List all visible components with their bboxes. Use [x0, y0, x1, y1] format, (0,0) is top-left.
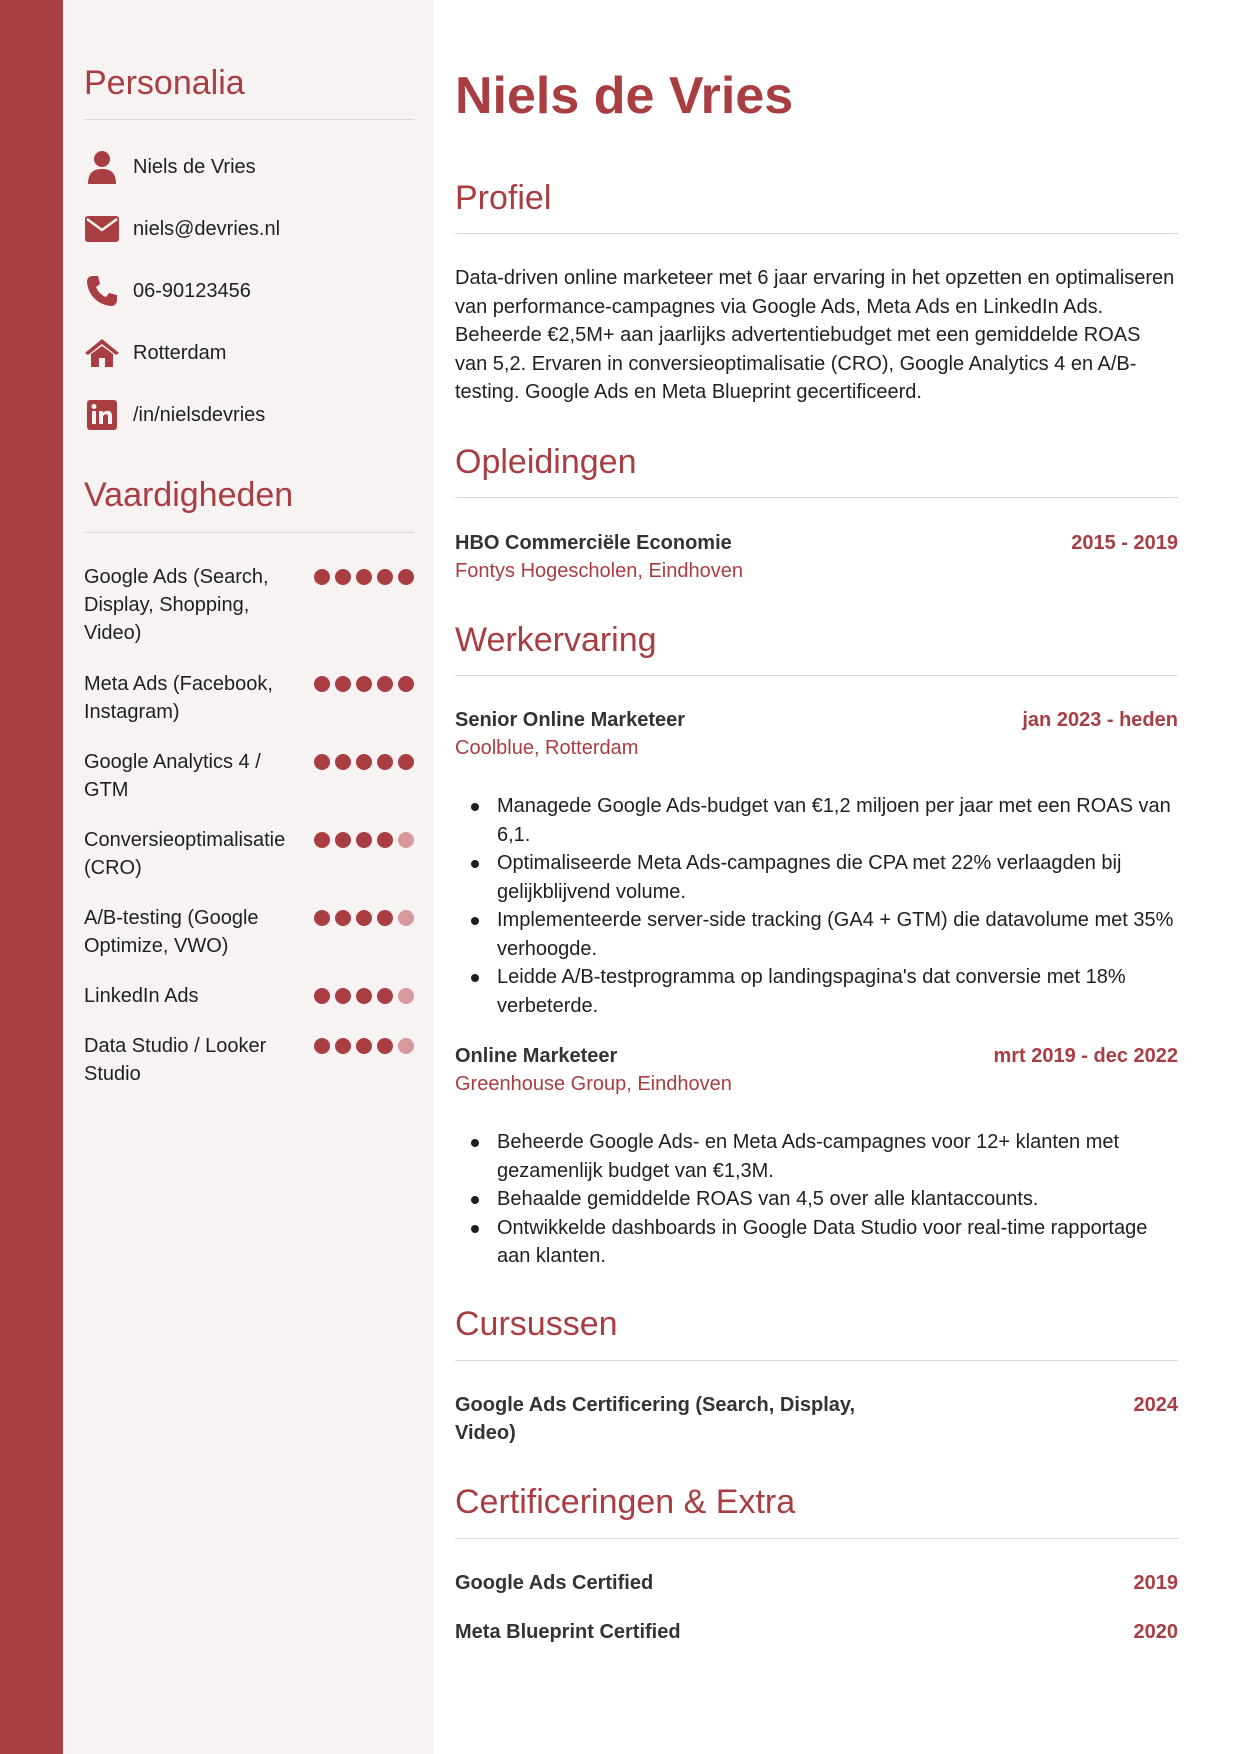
skill-rating: [314, 910, 414, 926]
profile-text: Data-driven online marketeer met 6 jaar ervaring in het opzetten en optimaliseren van performance-campagnes via Google Ads, Meta Ads en LinkedIn Ads. Beheerde €2,5M+ aan jaarlijks advertentiebudget met een gemiddelde ROAS van 5,2. Ervaren in conversieoptimalisatie (CRO), Google Analytics 4 en A/B-testing. Google Ads en Meta Blueprint gecertificeerd.: [455, 267, 1175, 403]
rating-dot-empty: [398, 832, 414, 848]
job-title: Online Marketeer: [455, 1045, 618, 1067]
rating-dot-filled: [335, 676, 351, 692]
rating-dot-filled: [356, 676, 372, 692]
list-item: Implementeerde server-side tracking (GA4 + GTM) die datavolume met 35% verhoogde.: [497, 906, 1178, 963]
rating-dot-filled: [314, 988, 330, 1004]
certifications-divider: [455, 1538, 1178, 1539]
rating-dot-filled: [314, 832, 330, 848]
course-year: 2024: [1133, 1394, 1178, 1416]
rating-dot-filled: [377, 1038, 393, 1054]
job-title: Senior Online Marketeer: [455, 709, 686, 731]
person-icon: [84, 149, 120, 185]
sidebar: [63, 0, 434, 1754]
rating-dot-filled: [356, 832, 372, 848]
job-company: Coolblue, Rotterdam: [455, 737, 639, 759]
job-bullets: [455, 1128, 1178, 1271]
rating-dot-filled: [335, 988, 351, 1004]
rating-dot-filled: [314, 569, 330, 585]
contact-location: Rotterdam: [84, 333, 120, 373]
skill-ab-testing: A/B-testing (Google Optimize, VWO): [84, 904, 414, 960]
courses-divider: [455, 1360, 1178, 1361]
profile-divider: [455, 233, 1178, 234]
contact-phone[interactable]: 06-90123456: [84, 271, 120, 311]
skills-divider: [84, 532, 414, 533]
education-dates: 2015 - 2019: [1071, 532, 1178, 554]
rating-dot-filled: [377, 676, 393, 692]
home-icon: [84, 335, 120, 371]
skill-google-ads: Google Ads (Search, Display, Shopping, Video): [84, 563, 414, 647]
course-title: Google Ads Certificering (Search, Display, Video): [455, 1394, 856, 1444]
rating-dot-filled: [377, 754, 393, 770]
education-heading: Opleidingen: [455, 443, 637, 481]
phone-icon: [84, 273, 120, 309]
page-title: Niels de Vries: [455, 67, 794, 125]
job-dates: mrt 2019 - dec 2022: [993, 1045, 1178, 1067]
certification-year: 2019: [1133, 1572, 1178, 1594]
rating-dot-filled: [335, 910, 351, 926]
list-item: Managede Google Ads-budget van €1,2 miljoen per jaar met een ROAS van 6,1.: [497, 792, 1178, 849]
skill-meta-ads: Meta Ads (Facebook, Instagram): [84, 670, 414, 726]
job-company: Greenhouse Group, Eindhoven: [455, 1073, 732, 1095]
personalia-divider: [84, 119, 414, 120]
job-bullets: [455, 792, 1178, 1020]
skill-rating: [314, 569, 414, 585]
certifications-heading: Certificeringen & Extra: [455, 1483, 796, 1521]
rating-dot-filled: [314, 754, 330, 770]
skill-rating: [314, 754, 414, 770]
skill-rating: [314, 832, 414, 848]
rating-dot-filled: [356, 754, 372, 770]
rating-dot-filled: [356, 1038, 372, 1054]
personalia-heading: Personalia: [84, 64, 245, 102]
rating-dot-filled: [377, 988, 393, 1004]
rating-dot-filled: [335, 1038, 351, 1054]
rating-dot-filled: [398, 754, 414, 770]
rating-dot-filled: [398, 676, 414, 692]
skill-linkedin-ads: LinkedIn Ads: [84, 982, 414, 1010]
rating-dot-filled: [377, 910, 393, 926]
rating-dot-filled: [377, 569, 393, 585]
skill-rating: [314, 988, 414, 1004]
list-item: Leidde A/B-testprogramma op landingspagina's dat conversie met 18% verbeterde.: [497, 963, 1178, 1020]
rating-dot-empty: [398, 988, 414, 1004]
rating-dot-filled: [356, 988, 372, 1004]
certification-title: Meta Blueprint Certified: [455, 1621, 681, 1643]
experience-divider: [455, 675, 1178, 676]
contact-linkedin[interactable]: /in/nielsdevries: [84, 395, 120, 435]
skill-data-studio: Data Studio / Looker Studio: [84, 1032, 414, 1088]
rating-dot-filled: [335, 569, 351, 585]
education-divider: [455, 497, 1178, 498]
rating-dot-filled: [356, 910, 372, 926]
skill-google-analytics: Google Analytics 4 / GTM: [84, 748, 414, 804]
linkedin-icon: [84, 397, 120, 433]
rating-dot-filled: [335, 832, 351, 848]
rating-dot-filled: [314, 676, 330, 692]
profile-heading: Profiel: [455, 179, 552, 217]
skills-heading: Vaardigheden: [84, 476, 294, 514]
contact-name: Niels de Vries: [84, 147, 120, 187]
courses-heading: Cursussen: [455, 1305, 618, 1343]
certification-year: 2020: [1133, 1621, 1178, 1643]
rating-dot-filled: [314, 910, 330, 926]
rating-dot-filled: [377, 832, 393, 848]
certification-title: Google Ads Certified: [455, 1572, 654, 1594]
envelope-icon: [84, 211, 120, 247]
skill-cro: Conversieoptimalisatie (CRO): [84, 826, 414, 882]
experience-heading: Werkervaring: [455, 621, 657, 659]
contact-email[interactable]: niels@devries.nl: [84, 209, 120, 249]
rating-dot-empty: [398, 1038, 414, 1054]
education-school: Fontys Hogescholen, Eindhoven: [455, 560, 743, 582]
job-dates: jan 2023 - heden: [1022, 709, 1178, 731]
accent-stripe: [0, 0, 63, 1754]
list-item: Optimaliseerde Meta Ads-campagnes die CPA met 22% verlaagden bij gelijkblijvend volume.: [497, 849, 1178, 906]
rating-dot-filled: [356, 569, 372, 585]
rating-dot-empty: [398, 910, 414, 926]
skill-rating: [314, 1038, 414, 1054]
list-item: Behaalde gemiddelde ROAS van 4,5 over alle klantaccounts.: [497, 1185, 1178, 1214]
rating-dot-filled: [335, 754, 351, 770]
skill-rating: [314, 676, 414, 692]
rating-dot-filled: [398, 569, 414, 585]
rating-dot-filled: [314, 1038, 330, 1054]
education-title: HBO Commerciële Economie: [455, 532, 732, 554]
list-item: Ontwikkelde dashboards in Google Data Studio voor real-time rapportage aan klanten.: [497, 1214, 1178, 1271]
list-item: Beheerde Google Ads- en Meta Ads-campagnes voor 12+ klanten met gezamenlijk budget van €1,3M.: [497, 1128, 1178, 1185]
